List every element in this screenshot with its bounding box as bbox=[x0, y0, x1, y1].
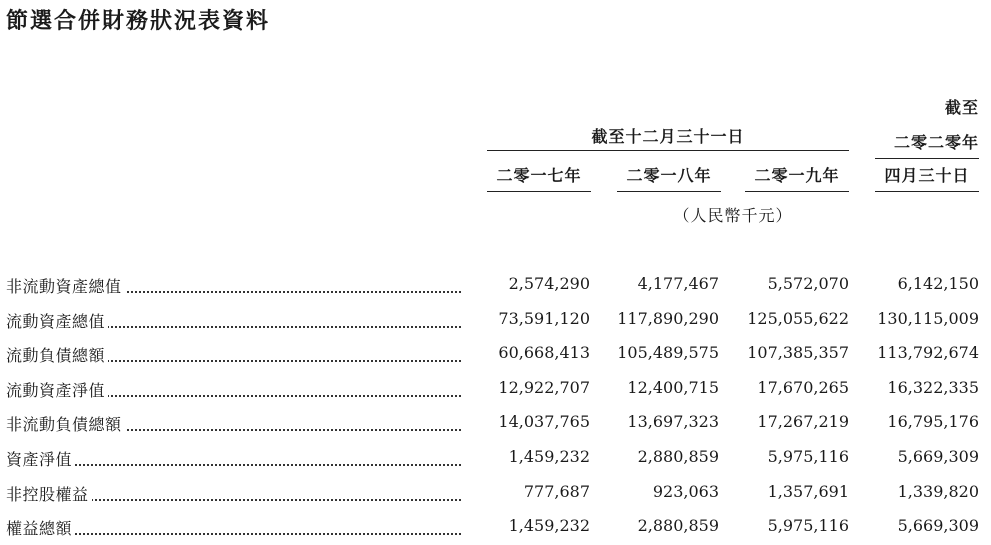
row-label-text: 非控股權益 bbox=[6, 485, 92, 504]
row-value: 4,177,467 bbox=[637, 274, 719, 293]
header-last-col-rule bbox=[875, 158, 979, 159]
row-value: 2,880,859 bbox=[637, 516, 719, 535]
page-title: 節選合併財務狀況表資料 bbox=[6, 9, 271, 34]
row-value: 13,697,323 bbox=[627, 412, 719, 431]
row-value: 5,572,070 bbox=[767, 274, 849, 293]
table-row bbox=[6, 309, 981, 331]
header-last-col-line1: 截至 bbox=[944, 98, 979, 117]
row-label-text: 流動資產總值 bbox=[6, 312, 108, 331]
row-value: 125,055,622 bbox=[747, 309, 849, 328]
header-col-rule-2018 bbox=[617, 191, 721, 192]
row-value: 1,459,232 bbox=[508, 516, 590, 535]
table-row bbox=[6, 378, 981, 400]
row-label-text: 非流動資產總值 bbox=[6, 277, 125, 296]
row-label-text: 流動負債總額 bbox=[6, 346, 108, 365]
row-value: 5,669,309 bbox=[897, 447, 979, 466]
row-label bbox=[6, 343, 461, 365]
row-label bbox=[6, 447, 461, 469]
row-value: 14,037,765 bbox=[498, 412, 590, 431]
row-value: 16,322,335 bbox=[887, 378, 979, 397]
row-value: 5,669,309 bbox=[897, 516, 979, 535]
row-value: 1,339,820 bbox=[897, 482, 979, 501]
row-label bbox=[6, 516, 461, 538]
row-value: 17,670,265 bbox=[757, 378, 849, 397]
row-value: 12,922,707 bbox=[498, 378, 590, 397]
header-group-rule bbox=[487, 150, 849, 151]
row-value: 2,880,859 bbox=[637, 447, 719, 466]
row-value: 12,400,715 bbox=[627, 378, 719, 397]
header-col-rule-2017 bbox=[487, 191, 591, 192]
header-group-label: 截至十二月三十一日 bbox=[591, 127, 745, 146]
row-value: 777,687 bbox=[523, 482, 590, 501]
table-row bbox=[6, 447, 981, 469]
header-year-2019: 二零一九年 bbox=[754, 166, 840, 185]
row-value: 117,890,290 bbox=[617, 309, 719, 328]
row-value: 60,668,413 bbox=[498, 343, 590, 362]
table-row bbox=[6, 274, 981, 296]
row-value: 73,591,120 bbox=[498, 309, 590, 328]
row-value: 5,975,116 bbox=[767, 447, 849, 466]
row-value: 17,267,219 bbox=[757, 412, 849, 431]
table-row bbox=[6, 516, 981, 538]
row-value: 113,792,674 bbox=[877, 343, 979, 362]
header-col-rule-2019 bbox=[745, 191, 849, 192]
row-label-text: 非流動負債總額 bbox=[6, 415, 125, 434]
row-value: 923,063 bbox=[652, 482, 719, 501]
row-value: 2,574,290 bbox=[508, 274, 590, 293]
unit-label: （人民幣千元） bbox=[673, 206, 793, 225]
row-label-text: 資產淨值 bbox=[6, 450, 75, 469]
header-last-col-line3: 四月三十日 bbox=[884, 166, 970, 185]
row-label bbox=[6, 412, 461, 434]
row-label-text: 流動資產淨值 bbox=[6, 381, 108, 400]
row-value: 5,975,116 bbox=[767, 516, 849, 535]
header-year-2017: 二零一七年 bbox=[496, 166, 582, 185]
table-row bbox=[6, 343, 981, 365]
row-value: 130,115,009 bbox=[877, 309, 979, 328]
row-label bbox=[6, 482, 461, 504]
row-label bbox=[6, 378, 461, 400]
row-value: 1,459,232 bbox=[508, 447, 590, 466]
row-value: 105,489,575 bbox=[617, 343, 719, 362]
header-last-col-line2: 二零二零年 bbox=[893, 133, 979, 152]
table-row bbox=[6, 412, 981, 434]
row-label-text: 權益總額 bbox=[6, 519, 75, 538]
row-label bbox=[6, 309, 461, 331]
header-col-rule-last bbox=[875, 191, 979, 192]
row-label bbox=[6, 274, 461, 296]
header-year-2018: 二零一八年 bbox=[626, 166, 712, 185]
row-value: 16,795,176 bbox=[887, 412, 979, 431]
row-value: 1,357,691 bbox=[767, 482, 849, 501]
table-row bbox=[6, 482, 981, 504]
row-value: 107,385,357 bbox=[747, 343, 849, 362]
row-value: 6,142,150 bbox=[897, 274, 979, 293]
